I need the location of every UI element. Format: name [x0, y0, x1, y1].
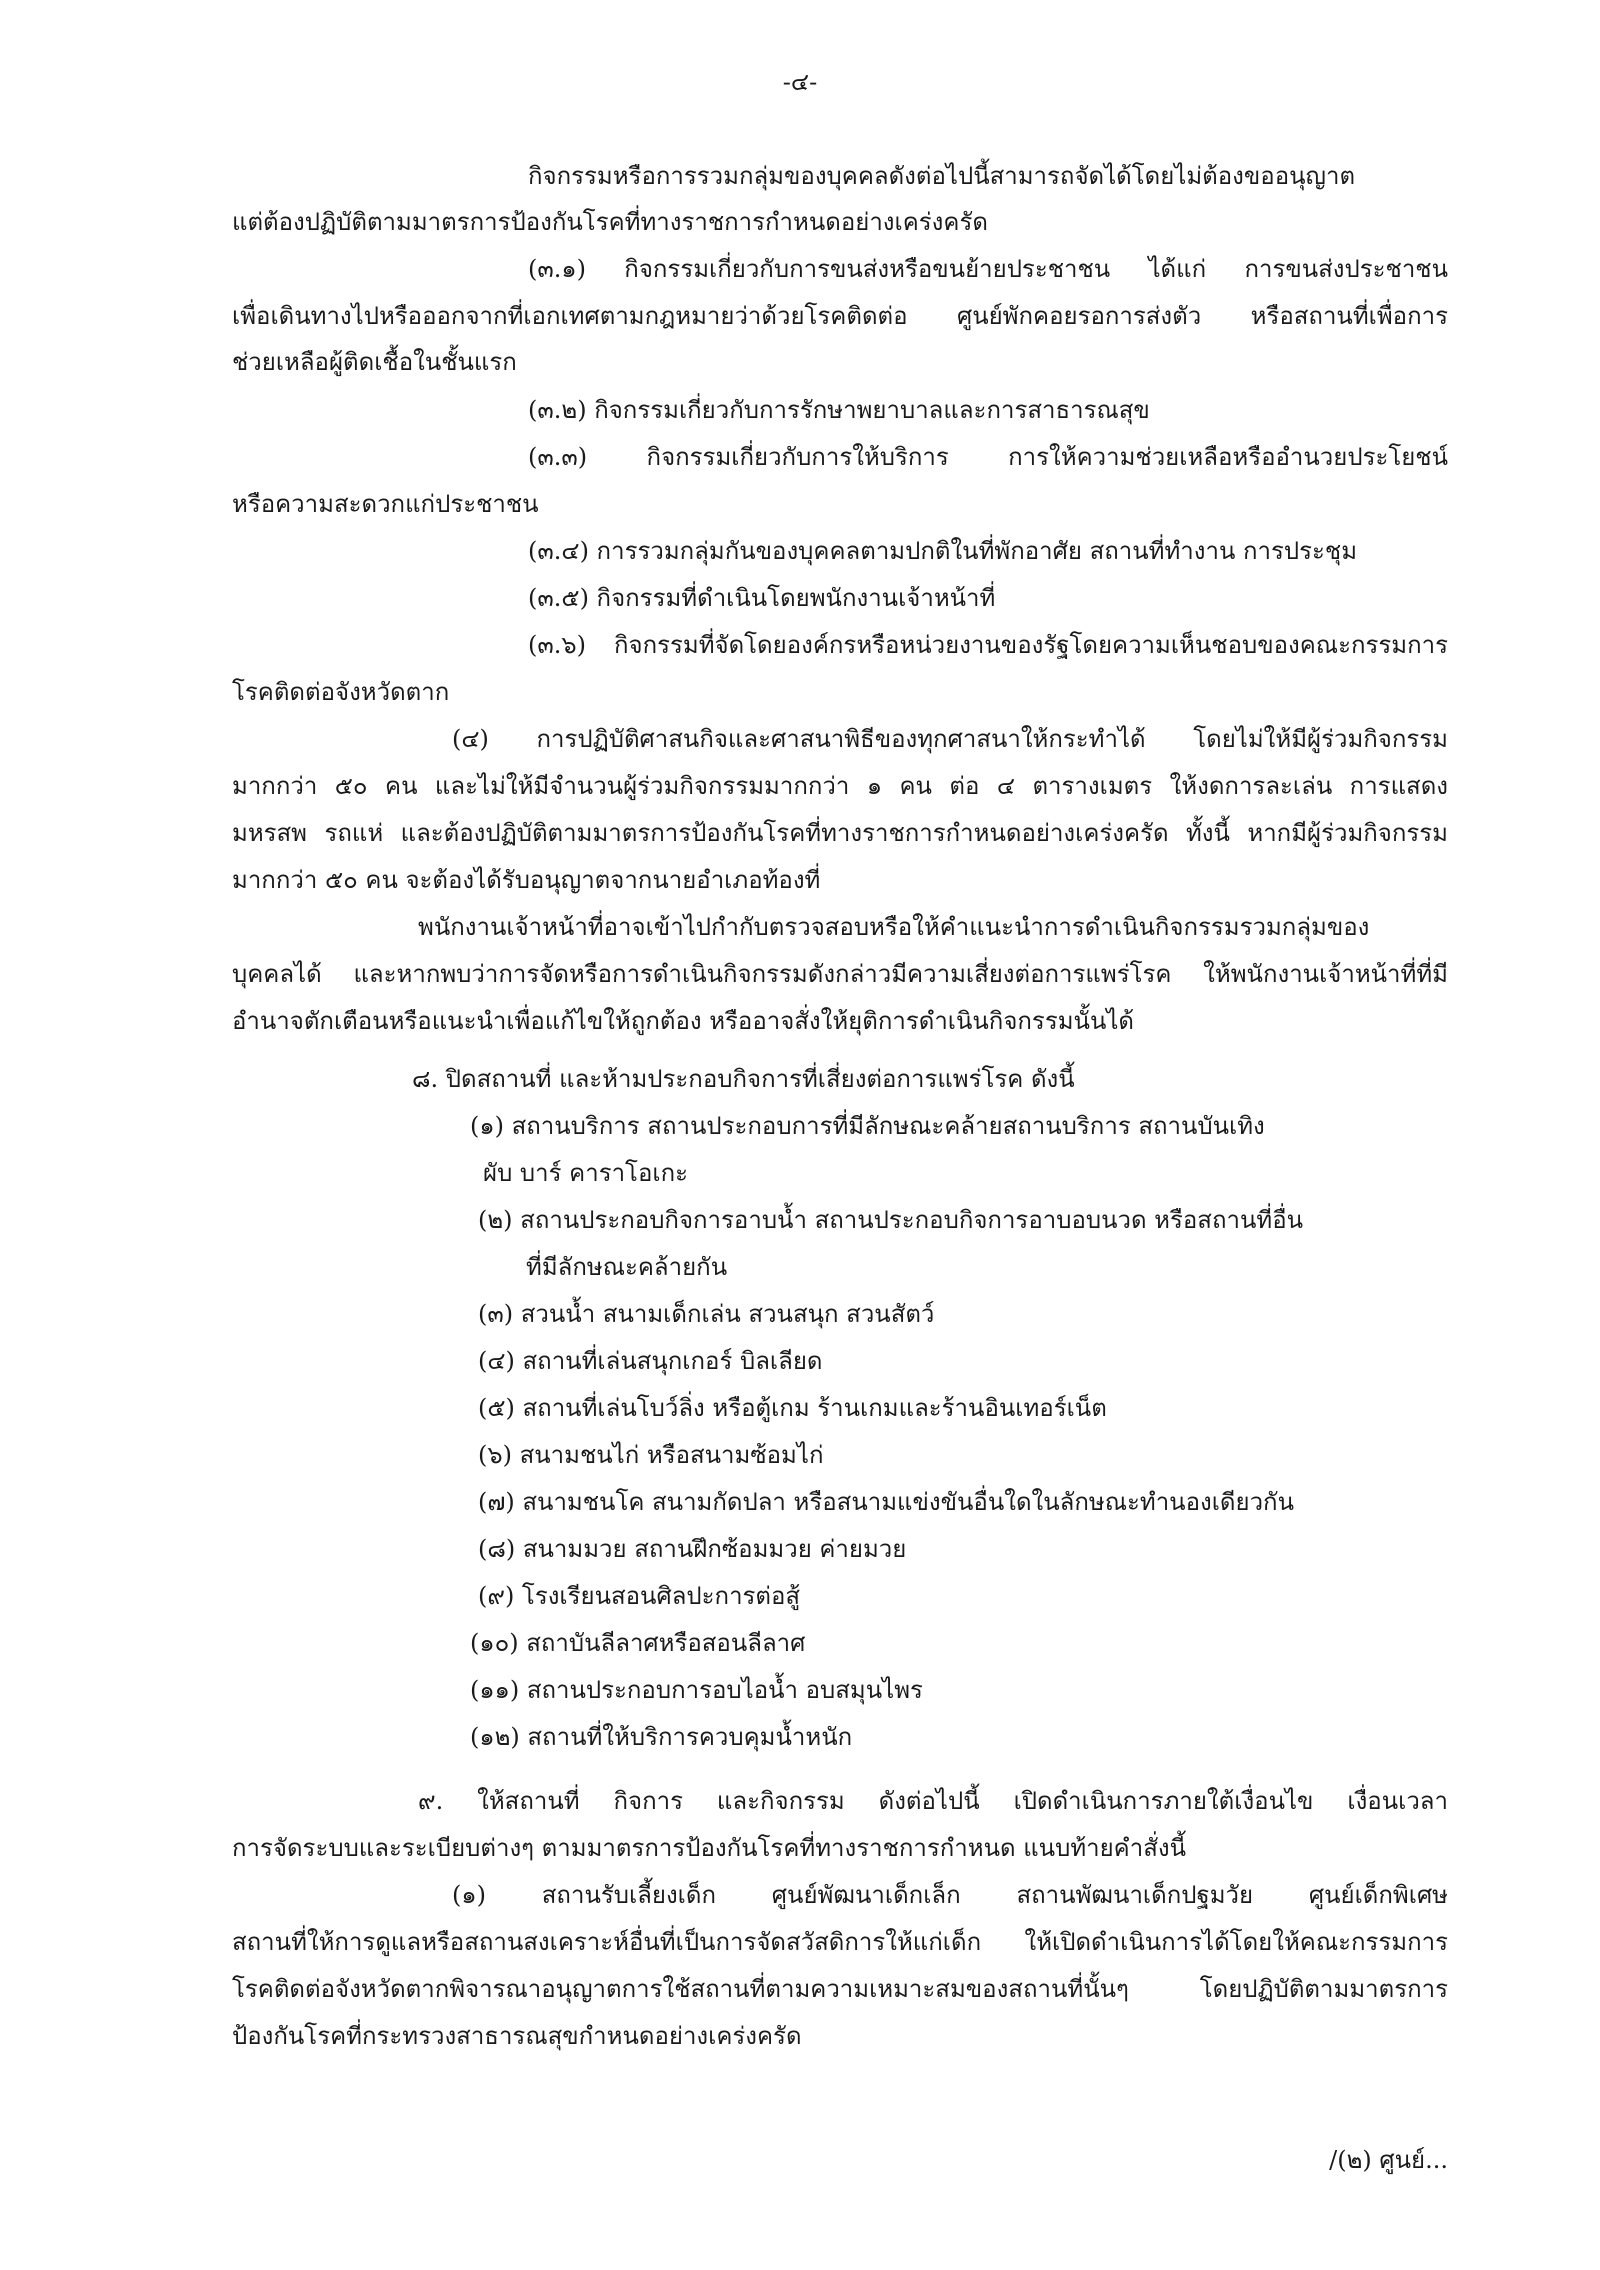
section-8-item-3: (๓) สวนน้ำ สนามเด็กเล่น สวนสนุก สวนสัตว์: [478, 1300, 935, 1328]
item-4-line-1: (๔) การปฏิบัติศาสนกิจและศาสนาพิธีของทุกศาสนาให้กระทำได้ โดยไม่ให้มีผู้ร่วมกิจกรรม: [452, 725, 1448, 753]
item-3-2: (๓.๒) กิจกรรมเกี่ยวกับการรักษาพยาบาลและการสาธารณสุข: [528, 396, 1150, 424]
item-3-3-line-2: หรือความสะดวกแก่ประชาชน: [232, 490, 539, 518]
item-3-6-line-1: (๓.๖) กิจกรรมที่จัดโดยองค์กรหรือหน่วยงานของรัฐโดยความเห็นชอบของคณะกรรมการ: [528, 631, 1448, 659]
item-3-1-line-2: เพื่อเดินทางไปหรือออกจากที่เอกเทศตามกฎหมายว่าด้วยโรคติดต่อ ศูนย์พักคอยรอการส่งตัว หรือสถานที่เพื่อการ: [232, 302, 1448, 330]
item-3-5: (๓.๕) กิจกรรมที่ดำเนินโดยพนักงานเจ้าหน้าที่: [528, 584, 996, 612]
section-8-item-12: (๑๒) สถานที่ให้บริการควบคุมน้ำหนัก: [470, 1723, 853, 1751]
officer-para-line-2: บุคคลได้ และหากพบว่าการจัดหรือการดำเนินกิจกรรมดังกล่าวมีความเสี่ยงต่อการแพร่โรค ให้พนักงานเจ้าหน้าที่ที่มี: [232, 960, 1448, 988]
section-8-item-10: (๑๐) สถาบันลีลาศหรือสอนลีลาศ: [470, 1629, 806, 1657]
intro-line-2: แต่ต้องปฏิบัติตามมาตรการป้องกันโรคที่ทางราชการกำหนดอย่างเคร่งครัด: [232, 208, 988, 236]
item-3-1-line-3: ช่วยเหลือผู้ติดเชื้อในชั้นแรก: [232, 348, 517, 376]
officer-para-line-1: พนักงานเจ้าหน้าที่อาจเข้าไปกำกับตรวจสอบหรือให้คำแนะนำการดำเนินกิจกรรมรวมกลุ่มของ: [418, 913, 1370, 941]
section-8-item-5: (๕) สถานที่เล่นโบว์ลิ่ง หรือตู้เกม ร้านเกมและร้านอินเทอร์เน็ต: [478, 1394, 1107, 1422]
section-8-item-9: (๙) โรงเรียนสอนศิลปะการต่อสู้: [478, 1582, 801, 1610]
section-8-heading: ๘. ปิดสถานที่ และห้ามประกอบกิจการที่เสี่ยงต่อการแพร่โรค ดังนี้: [412, 1065, 1075, 1093]
section-9-line-1: ๙. ให้สถานที่ กิจการ และกิจกรรม ดังต่อไปนี้ เปิดดำเนินการภายใต้เงื่อนไข เงื่อนเวลา: [418, 1787, 1448, 1815]
section-8-item-7: (๗) สนามชนโค สนามกัดปลา หรือสนามแข่งขันอื่นใดในลักษณะทำนองเดียวกัน: [478, 1488, 1294, 1516]
section-9-item-1-line-2: สถานที่ให้การดูแลหรือสถานสงเคราะห์อื่นที่เป็นการจัดสวัสดิการให้แก่เด็ก ให้เปิดดำเนินการได้โดยให้คณะกรรมการ: [232, 1928, 1448, 1956]
section-8-item-2-line-1: (๒) สถานประกอบกิจการอาบน้ำ สถานประกอบกิจการอาบอบนวด หรือสถานที่อื่น: [478, 1206, 1304, 1234]
section-8-item-4: (๔) สถานที่เล่นสนุกเกอร์ บิลเลียด: [478, 1347, 823, 1375]
item-4-line-2: มากกว่า ๕๐ คน และไม่ให้มีจำนวนผู้ร่วมกิจกรรมมากกว่า ๑ คน ต่อ ๔ ตารางเมตร ให้งดการละเล่น การแสดง: [232, 772, 1448, 800]
item-3-1-line-1: (๓.๑) กิจกรรมเกี่ยวกับการขนส่งหรือขนย้ายประชาชน ได้แก่ การขนส่งประชาชน: [528, 255, 1448, 283]
section-8-item-2-line-2: ที่มีลักษณะคล้ายกัน: [526, 1253, 728, 1281]
section-9-item-1-line-1: (๑) สถานรับเลี้ยงเด็ก ศูนย์พัฒนาเด็กเล็ก สถานพัฒนาเด็กปฐมวัย ศูนย์เด็กพิเศษ: [452, 1881, 1448, 1909]
item-3-3-line-1: (๓.๓) กิจกรรมเกี่ยวกับการให้บริการ การให้ความช่วยเหลือหรืออำนวยประโยชน์: [528, 443, 1448, 471]
intro-line-1: กิจกรรมหรือการรวมกลุ่มของบุคคลดังต่อไปนี้สามารถจัดได้โดยไม่ต้องขออนุญาต: [528, 162, 1356, 190]
page-number: -๔-: [782, 68, 818, 96]
section-8-item-8: (๘) สนามมวย สถานฝึกซ้อมมวย ค่ายมวย: [478, 1535, 907, 1563]
section-8-item-1-line-1: (๑) สถานบริการ สถานประกอบการที่มีลักษณะคล้ายสถานบริการ สถานบันเทิง: [470, 1112, 1265, 1140]
section-9-line-2: การจัดระบบและระเบียบต่างๆ ตามมาตรการป้องกันโรคที่ทางราชการกำหนด แนบท้ายคำสั่งนี้: [232, 1834, 1186, 1862]
section-9-item-1-line-3: โรคติดต่อจังหวัดตากพิจารณาอนุญาตการใช้สถานที่ตามความเหมาะสมของสถานที่นั้นๆ โดยปฏิบัติตามมาตรการ: [232, 1975, 1448, 2003]
section-8-item-6: (๖) สนามชนไก่ หรือสนามซ้อมไก่: [478, 1441, 824, 1469]
item-3-6-line-2: โรคติดต่อจังหวัดตาก: [232, 678, 450, 706]
item-4-line-4: มากกว่า ๕๐ คน จะต้องได้รับอนุญาตจากนายอำเภอท้องที่: [232, 866, 821, 894]
section-8-item-1-line-2: ผับ บาร์ คาราโอเกะ: [483, 1159, 688, 1187]
item-4-line-3: มหรสพ รถแห่ และต้องปฏิบัติตามมาตรการป้องกันโรคที่ทางราชการกำหนดอย่างเคร่งครัด ทั้งนี้ หากมีผู้ร่วมกิจกรรม: [232, 819, 1448, 847]
footer-continuation-ref: /(๒) ศูนย์...: [1329, 2146, 1448, 2174]
item-3-4: (๓.๔) การรวมกลุ่มกันของบุคคลตามปกติในที่พักอาศัย สถานที่ทำงาน การประชุม: [528, 537, 1358, 565]
section-8-item-11: (๑๑) สถานประกอบการอบไอน้ำ อบสมุนไพร: [470, 1676, 923, 1704]
section-9-item-1-line-4: ป้องกันโรคที่กระทรวงสาธารณสุขกำหนดอย่างเคร่งครัด: [232, 2022, 802, 2050]
officer-para-line-3: อำนาจตักเตือนหรือแนะนำเพื่อแก้ไขให้ถูกต้อง หรืออาจสั่งให้ยุติการดำเนินกิจกรรมนั้นได้: [232, 1007, 1135, 1035]
